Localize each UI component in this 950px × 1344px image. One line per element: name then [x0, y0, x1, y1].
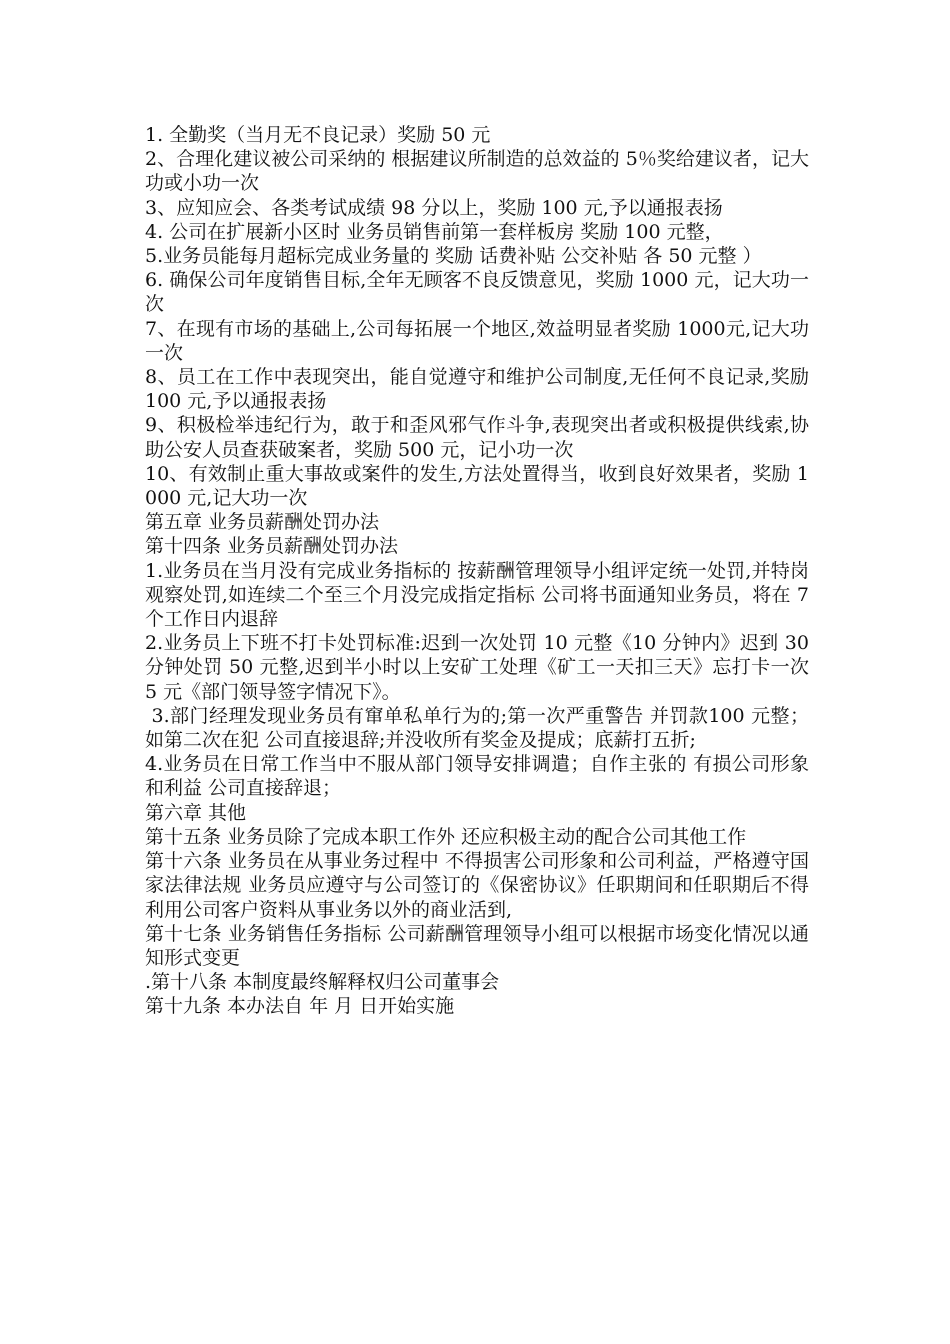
article-15: 第十五条 业务员除了完成本职工作外 还应积极主动的配合公司其他工作: [145, 825, 747, 848]
paragraph-reward-4: 4. 公司在扩展新小区时 业务员销售前第一套样板房 奖励 100 元整，: [145, 220, 724, 243]
paragraph-reward-2: 2、合理化建议被公司采纳的 根据建议所制造的总效益的 5％奖给建议者，记大功或小功一次: [145, 148, 809, 195]
document-body: [145, 123, 809, 1019]
paragraph-reward-5: 5.业务员能每月超标完成业务量的 奖励 话费补贴 公交补贴 各 50 元整 ）: [145, 245, 762, 268]
chapter-heading-6: 第六章 其他: [145, 801, 247, 824]
article-17: 第十七条 业务销售任务指标 公司薪酬管理领导小组可以根据市场变化情况以通知形式变更: [145, 922, 809, 969]
paragraph-reward-10: 10、有效制止重大事故或案件的发生,方法处置得当，收到良好效果者，奖励 1000 元,记大功一次: [145, 462, 809, 510]
paragraph-reward-9: 9、积极检举违纪行为，敢于和歪风邪气作斗争,表现突出者或积极提供线索,协助公安人员查获破案者，奖励 500 元，记小功一次: [145, 414, 809, 461]
paragraph-reward-7: 7、在现有市场的基础上,公司每拓展一个地区,效益明显者奖励 1000元,记大功一次: [145, 317, 809, 364]
paragraph-reward-1: 1. 全勤奖（当月无不良记录）奖励 50 元: [145, 124, 491, 146]
paragraph-reward-6: 6. 确保公司年度销售目标,全年无顾客不良反馈意见，奖励 1000 元，记大功一次: [145, 269, 809, 316]
article-18: .第十八条 本制度最终解释权归公司董事会: [145, 971, 500, 994]
chapter-heading-5: 第五章 业务员薪酬处罚办法: [145, 511, 380, 534]
paragraph-reward-3: 3、应知应会、各类考试成绩 98 分以上，奖励 100 元,予以通报表扬: [145, 196, 723, 219]
article-16: 第十六条 业务员在从事业务过程中 不得损害公司形象和公司利益，严格遵守国家法律法规 业务员应遵守与公司签订的《保密协议》任职期间和任职期后不得利用公司客户资料从事业务以外的商业活到,: [145, 850, 809, 921]
paragraph-penalty-3: 3.部门经理发现业务员有窜单私单行为的;第一次严重警告 并罚款100 元整；如第二次在犯 公司直接退辞;并没收所有奖金及提成；底薪打五折;: [145, 704, 809, 752]
paragraph-penalty-1: 1.业务员在当月没有完成业务指标的 按薪酬管理领导小组评定统一处罚,并特岗观察处罚,如连续二个至三个月没完成指定指标 公司将书面通知业务员，将在 7 个工作日内退辞: [145, 559, 809, 631]
paragraph-reward-8: 8、员工在工作中表现突出，能自觉遵守和维护公司制度,无任何不良记录,奖励 100 元,予以通报表扬: [145, 366, 809, 413]
paragraph-penalty-2: 2.业务员上下班不打卡处罚标准:迟到一次处罚 10 元整《10 分钟内》迟到 30 分钟处罚 50 元整,迟到半小时以上安矿工处理《矿工一天扣三天》忘打卡一次 5 元《部门领导签字情况下》。: [145, 632, 809, 703]
article-19: 第十九条 本办法自 年 月 日开始实施: [145, 995, 455, 1018]
article-14-heading: 第十四条 业务员薪酬处罚办法: [145, 535, 399, 558]
paragraph-penalty-4: 4.业务员在日常工作当中不服从部门领导安排调遣；自作主张的 有损公司形象和利益 公司直接辞退；: [145, 753, 809, 800]
